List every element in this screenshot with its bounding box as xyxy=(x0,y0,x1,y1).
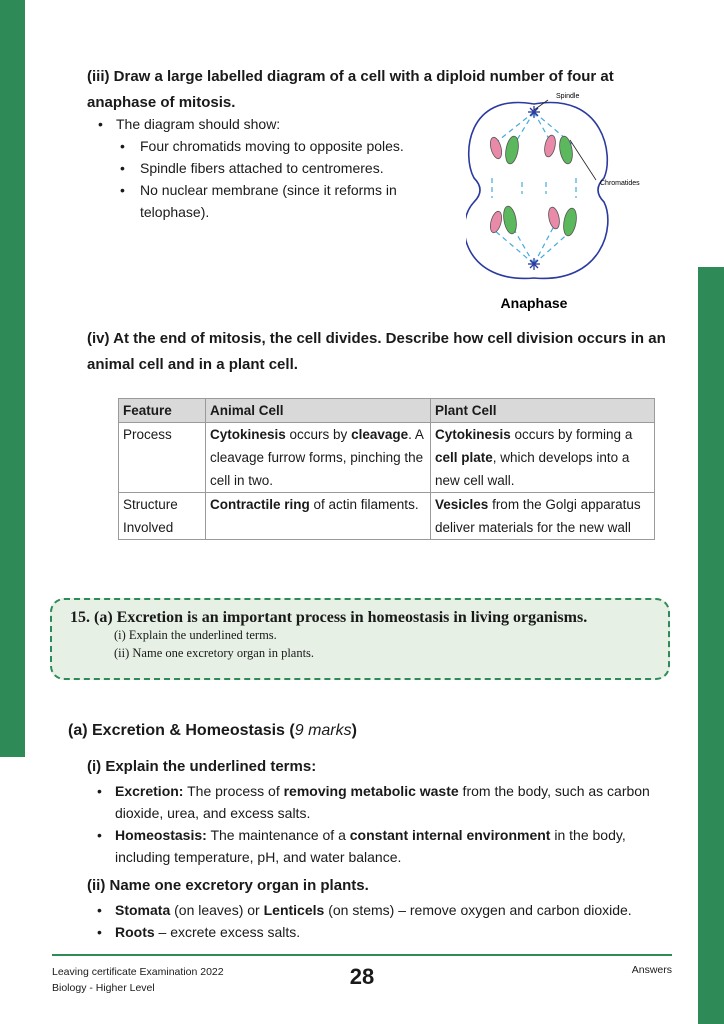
chromatids-top xyxy=(488,134,574,165)
table-row xyxy=(119,493,655,540)
list-item: • Four chromatids moving to opposite poles. xyxy=(116,135,418,157)
right-green-margin-bar xyxy=(698,267,724,1024)
table-cell: Structure Involved xyxy=(119,493,206,540)
table-header-row xyxy=(119,399,655,423)
footer-subject: Biology - Higher Level xyxy=(52,982,155,994)
left-green-margin-bar xyxy=(0,0,25,757)
chromatids-bottom xyxy=(488,205,578,237)
question-iii-list xyxy=(98,113,418,223)
table-cell: Cytokinesis occurs by cleavage. A cleavage furrow forms, pinching the cell in two. xyxy=(206,423,431,493)
list-item: • Spindle fibers attached to centromeres. xyxy=(116,157,418,179)
table-row xyxy=(119,423,655,493)
chromatids-label: Chromatides xyxy=(600,180,640,187)
footer-section-label: Answers xyxy=(631,964,672,976)
answer-heading: (a) Excretion & Homeostasis (9 marks) xyxy=(68,722,357,739)
spindle-fibers xyxy=(492,112,576,264)
table-cell: Vesicles from the Golgi apparatus deliver materials for the new wall xyxy=(431,493,655,540)
header-plant-cell: Plant Cell xyxy=(431,399,655,423)
centrosome-bottom xyxy=(528,258,540,270)
diagram-caption: Anaphase xyxy=(500,295,568,311)
spindle-label: Spindle xyxy=(556,93,580,100)
footer-exam-title: Leaving certificate Examination 2022 xyxy=(52,966,224,978)
answer-part-ii-heading: (ii) Name one excretory organ in plants. xyxy=(87,877,369,894)
question-15-heading: 15. (a) Excretion is an important process in homeostasis in living organisms. xyxy=(70,609,588,626)
list-item: • Excretion: The process of removing metabolic waste from the body, such as carbon dioxide, urea, and excess salts. xyxy=(97,780,662,824)
diagram-requirements-list xyxy=(116,135,418,223)
question-15-part-i: (i) Explain the underlined terms. xyxy=(114,628,277,642)
centrosome-top xyxy=(528,106,540,118)
question-iii-title: (iii) Draw a large labelled diagram of a cell with a diploid number of four at anaphase of mitosis. xyxy=(87,68,614,111)
cell-membrane xyxy=(466,103,608,279)
question-iv-title: (iv) At the end of mitosis, the cell divides. Describe how cell division occurs in an animal cell and in a plant cell. xyxy=(87,330,666,373)
answer-part-i-heading: (i) Explain the underlined terms: xyxy=(87,758,317,775)
page-number: 28 xyxy=(349,964,375,989)
list-item: • No nuclear membrane (since it reforms in telophase). xyxy=(116,179,418,223)
chromatids-pointer xyxy=(570,140,596,180)
list-item: • The diagram should show: • Four chromatids moving to opposite poles. • Spindle fibers attached to centromeres. • No nuclear membrane (since it reforms in telophase). xyxy=(98,113,418,223)
footer-divider xyxy=(52,954,672,956)
spindle-pointer xyxy=(534,100,548,110)
cell-division-comparison-table xyxy=(118,398,655,540)
table-cell: Cytokinesis occurs by forming a cell plate, which develops into a new cell wall. xyxy=(431,423,655,493)
header-animal-cell: Animal Cell xyxy=(206,399,431,423)
question-15-box xyxy=(50,598,670,680)
answer-part-ii-list xyxy=(97,899,662,943)
header-feature: Feature xyxy=(119,399,206,423)
list-item: • Roots – excrete excess salts. xyxy=(97,921,662,943)
question-15-part-ii: (ii) Name one excretory organ in plants. xyxy=(114,646,315,660)
table-cell: Process xyxy=(119,423,206,493)
list-item: • Homeostasis: The maintenance of a constant internal environment in the body, including temperature, pH, and water balance. xyxy=(97,824,662,868)
answer-part-i-list xyxy=(97,780,662,868)
anaphase-diagram xyxy=(466,86,666,314)
table-cell: Contractile ring of actin filaments. xyxy=(206,493,431,540)
footer-exam-info xyxy=(52,964,224,996)
list-item: • Stomata (on leaves) or Lenticels (on stems) – remove oxygen and carbon dioxide. xyxy=(97,899,662,921)
